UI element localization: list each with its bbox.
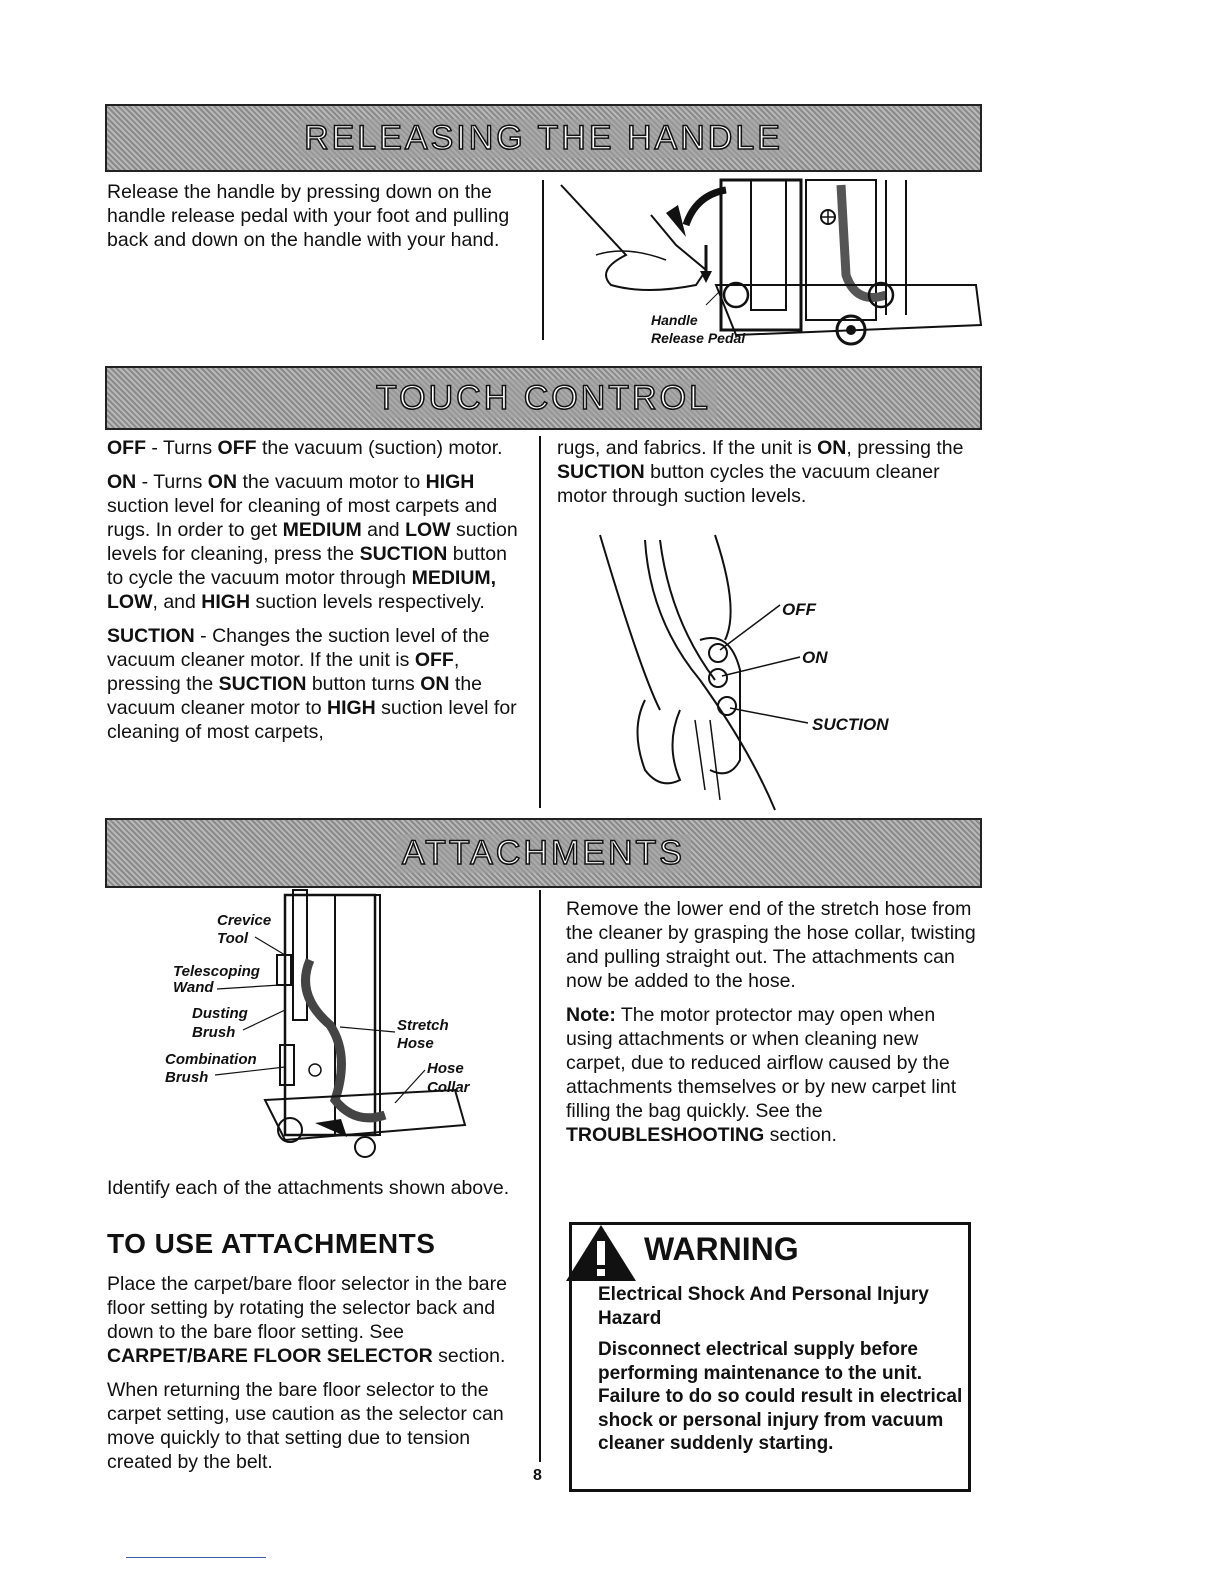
label-off: OFF <box>782 600 816 619</box>
column-divider <box>539 436 541 808</box>
section-title: RELEASING THE HANDLE <box>298 119 789 158</box>
releasing-paragraph: Release the handle by pressing down on the handle release pedal with your foot and pulling back and down on the handle with your hand. <box>107 181 510 251</box>
label-on: ON <box>802 648 828 667</box>
warning-text <box>598 1283 968 1464</box>
label-wand: Wand <box>173 979 214 996</box>
label-stretch: Stretch <box>397 1017 449 1034</box>
note-paragraph: Note: The motor protector may open when using attachments or when cleaning new carpet, due to reduced airflow caused by the attachments themselves or by new carpet lint filling the bag quickly. See the TROUBLESHOOTING section. <box>566 1004 957 1146</box>
section-banner-attachments <box>105 818 982 888</box>
touch-control-illustration <box>590 530 930 815</box>
label-combination: Combination <box>165 1051 257 1068</box>
warning-title: WARNING <box>644 1231 799 1267</box>
label-collar: Collar <box>427 1079 470 1096</box>
identify-paragraph: Identify each of the attachments shown above. <box>107 1177 510 1199</box>
on-paragraph: ON - Turns ON the vacuum motor to HIGH suction level for cleaning of most carpets and rugs. In order to get MEDIUM and LOW suction levels for cleaning, press the SUCTION button to cycle the vacuum motor through MEDIUM, LOW, and HIGH suction levels respectively. <box>107 471 518 613</box>
touch-control-left-text <box>107 436 527 754</box>
section-title: ATTACHMENTS <box>396 834 691 873</box>
page-number: 8 <box>533 1467 542 1484</box>
section-banner-releasing <box>105 104 982 172</box>
use-paragraph-1: Place the carpet/bare floor selector in the bare floor setting by rotating the selector back and down to the bare floor setting. See CARPET/BARE FLOOR SELECTOR section. <box>107 1273 507 1367</box>
label-hose: Hose <box>427 1060 464 1077</box>
label-tool: Tool <box>217 930 249 947</box>
use-paragraph-2: When returning the bare floor selector to the carpet setting, use caution as the selector can move quickly to that setting due to tension created by the belt. <box>107 1379 504 1473</box>
section-title: TOUCH CONTROL <box>370 379 717 418</box>
off-paragraph: OFF - Turns OFF the vacuum (suction) motor. <box>107 437 503 459</box>
attachments-illustration <box>155 885 485 1170</box>
warning-triangle-icon <box>564 1221 638 1283</box>
suction-button-icon <box>718 697 736 715</box>
suction-paragraph: SUCTION - Changes the suction level of the vacuum cleaner motor. If the unit is OFF, pressing the SUCTION button turns ON the vacuum cleaner motor to HIGH suction level for cleaning of most carpets, <box>107 625 517 743</box>
touch-control-right-text: rugs, and fabrics. If the unit is ON, pressing the SUCTION button cycles the vacuum cleaner motor through suction levels. <box>557 437 964 507</box>
column-divider <box>539 890 541 1462</box>
warning-line-1: Electrical Shock And Personal Injury Hazard <box>598 1284 929 1329</box>
handle-release-illustration <box>556 175 986 375</box>
label-handle: Handle <box>651 312 698 328</box>
to-use-attachments-heading: TO USE ATTACHMENTS <box>107 1228 436 1259</box>
label-release-pedal: Release Pedal <box>651 330 746 346</box>
label-crevice: Crevice <box>217 912 272 929</box>
attachments-right-text <box>566 897 978 1157</box>
label-suction: SUCTION <box>812 715 889 734</box>
column-divider <box>542 180 544 340</box>
footer-rule <box>126 1557 266 1558</box>
warning-line-2: Disconnect electrical supply before performing maintenance to the unit. Failure to do so could result in electrical shock or personal injury from vacuum cleaner suddenly starting. <box>598 1339 963 1454</box>
section-banner-touch-control <box>105 366 982 430</box>
warning-box <box>569 1222 971 1492</box>
on-button-icon <box>709 669 727 687</box>
remove-hose-paragraph: Remove the lower end of the stretch hose from the cleaner by grasping the hose collar, twisting and pulling straight out. The attachments can now be added to the hose. <box>566 898 976 992</box>
to-use-attachments-text <box>107 1272 522 1484</box>
label-combination-brush: Brush <box>165 1069 209 1086</box>
label-stretch-hose: Hose <box>397 1035 434 1052</box>
label-dusting: Dusting <box>192 1005 248 1022</box>
label-telescoping: Telescoping <box>173 963 260 980</box>
label-dusting-brush: Brush <box>192 1024 236 1041</box>
